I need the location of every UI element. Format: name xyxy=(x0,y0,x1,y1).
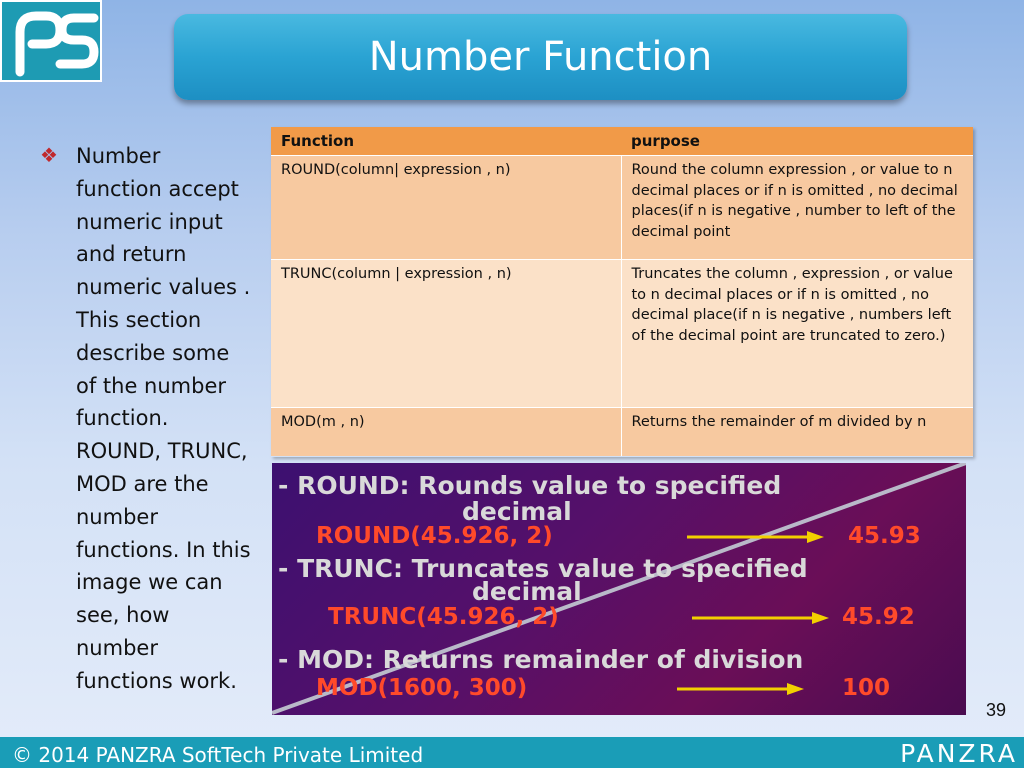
title-banner xyxy=(174,14,907,100)
logo-background xyxy=(2,2,100,80)
panzra-logo xyxy=(0,0,102,82)
bullet-text xyxy=(76,140,251,698)
bullet-line: image we can xyxy=(76,570,223,595)
header-function: Function xyxy=(271,127,621,156)
bullet-line: functions. In this xyxy=(76,537,251,562)
slide-title: Number Function xyxy=(368,34,713,80)
trunc-heading-cont: decimal xyxy=(472,577,582,606)
bullet-line: numeric values . xyxy=(76,275,251,300)
function-table-grid xyxy=(271,127,973,456)
bullet-line: of the number xyxy=(76,373,227,398)
round-example: ROUND(45.926, 2) xyxy=(316,523,553,549)
function-cell: ROUND(column| expression , n) xyxy=(271,156,621,260)
bullet-point xyxy=(40,140,266,698)
copyright-text: © 2014 PANZRA SoftTech Private Limited xyxy=(12,743,424,767)
function-cell: MOD(m , n) xyxy=(271,408,621,456)
function-table xyxy=(271,127,973,457)
arrow-icon xyxy=(677,683,804,695)
table-row xyxy=(271,156,973,260)
trunc-result: 45.92 xyxy=(842,604,915,630)
round-result: 45.93 xyxy=(848,523,921,549)
table-header-row xyxy=(271,127,973,156)
arrow-icon xyxy=(692,612,829,624)
bullet-line: describe some xyxy=(76,340,230,365)
table-row xyxy=(271,408,973,456)
trunc-heading: - TRUNC: Truncates value to specified xyxy=(278,554,808,583)
bullet-line: see, how xyxy=(76,603,170,628)
bullet-line: numeric input xyxy=(76,209,223,234)
brand-wordmark: PANZRA xyxy=(900,739,1018,768)
round-heading: - ROUND: Rounds value to specified xyxy=(278,471,782,500)
bullet-line: ROUND, TRUNC, xyxy=(76,439,248,464)
bullet-line: functions work. xyxy=(76,668,237,693)
function-cell: TRUNC(column | expression , n) xyxy=(271,260,621,408)
mod-example: MOD(1600, 300) xyxy=(316,675,528,701)
bullet-line: MOD are the xyxy=(76,471,209,496)
ps-logo-icon xyxy=(2,2,100,80)
examples-image xyxy=(272,463,966,715)
footer-bar xyxy=(0,737,1024,768)
page-number: 39 xyxy=(985,700,1006,720)
table-row xyxy=(271,260,973,408)
trunc-example: TRUNC(45.926, 2) xyxy=(328,604,559,630)
bullet-line: function. xyxy=(76,406,169,431)
mod-result: 100 xyxy=(842,675,891,701)
bullet-line: This section xyxy=(76,307,202,332)
round-heading-cont: decimal xyxy=(462,497,572,526)
bullet-line: number xyxy=(76,635,158,660)
bullet-line: function accept xyxy=(76,176,239,201)
bullet-line: number xyxy=(76,504,158,529)
bullet-line: and return xyxy=(76,242,187,267)
arrow-icon xyxy=(687,531,824,543)
bullet-line: Number xyxy=(76,144,161,168)
header-purpose: purpose xyxy=(621,127,973,156)
purpose-cell: Returns the remainder of m divided by n xyxy=(621,408,973,456)
diamond-bullet-icon: ❖ xyxy=(40,145,58,167)
purpose-cell: Round the column expression , or value to n decimal places or if n is omitted , no decimal places(if n is negative , number to left of the decimal point xyxy=(621,156,973,260)
mod-heading: - MOD: Returns remainder of division xyxy=(278,645,804,674)
purpose-cell: Truncates the column , expression , or value to n decimal places or if n is omitted , no decimal place(if n is negative , numbers left of the decimal point are truncated to zero.) xyxy=(621,260,973,408)
